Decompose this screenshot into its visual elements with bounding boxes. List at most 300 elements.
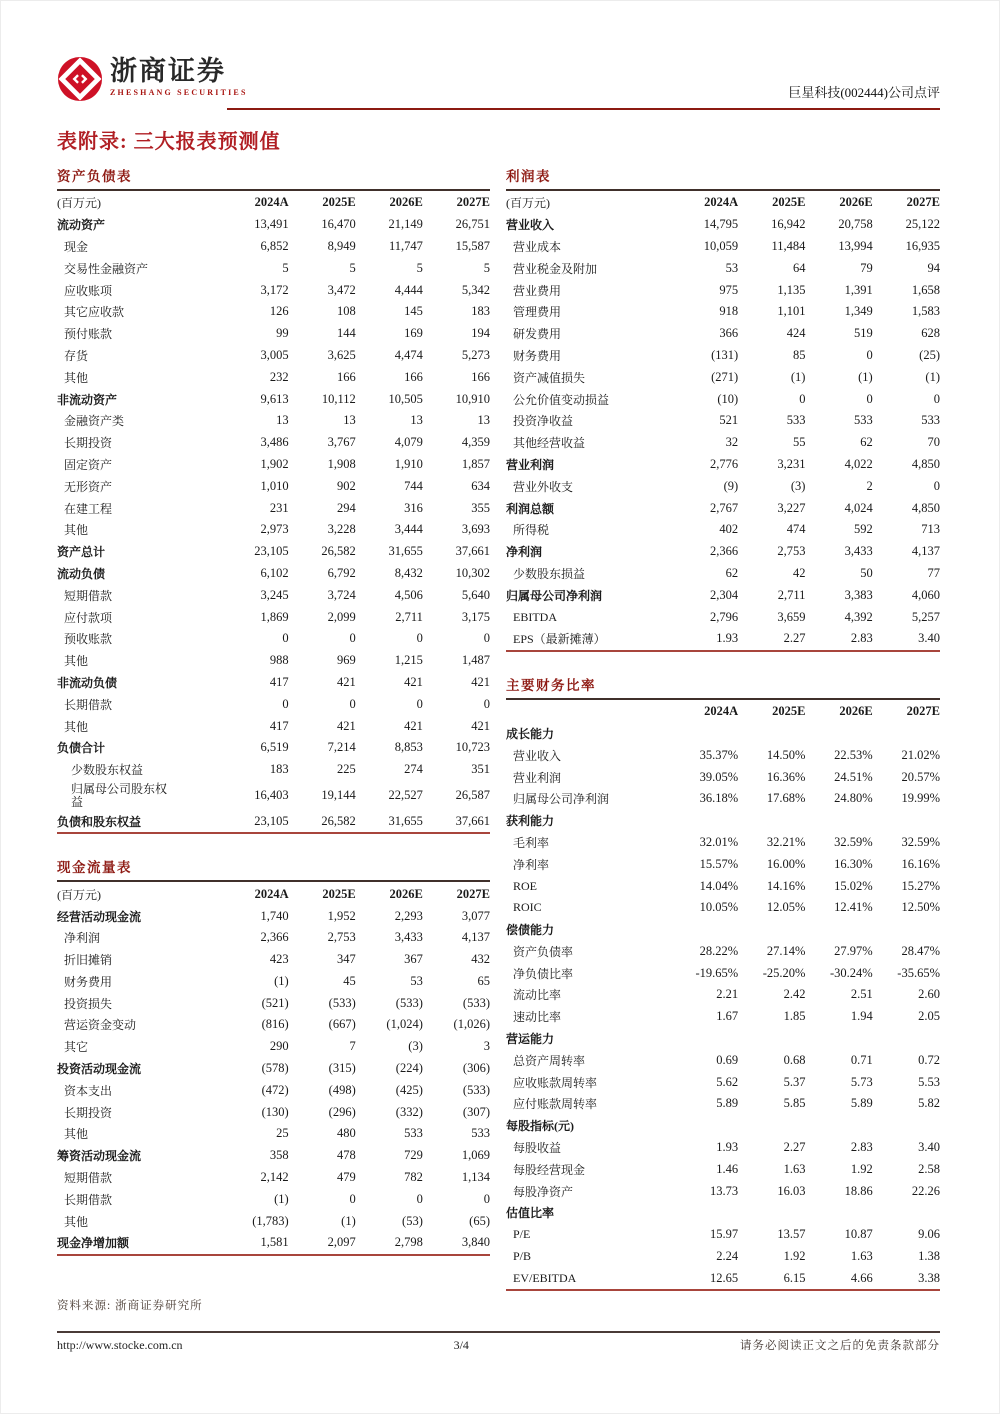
row-value: -35.65%: [897, 965, 940, 980]
row-label: 其他: [64, 1214, 89, 1229]
table-title: 利润表: [506, 165, 940, 191]
row-value: 26,582: [321, 544, 356, 559]
row-value: (1,026): [453, 1017, 490, 1032]
row-value: 1,349: [844, 304, 873, 319]
row-value: 70: [927, 435, 940, 450]
cash-flow-table: [57, 856, 490, 1256]
table-row: [57, 279, 490, 301]
table-row: [506, 1202, 940, 1224]
table-row: [506, 257, 940, 279]
table-row: [57, 1167, 490, 1189]
row-value: 975: [719, 282, 739, 297]
row-label: 财务费用: [513, 348, 562, 363]
table-row: [57, 345, 490, 367]
table-row: [57, 1058, 490, 1080]
row-label: 净利润: [64, 931, 101, 946]
row-value: 4,506: [394, 587, 423, 602]
row-value: 351: [471, 762, 490, 777]
row-value: 355: [471, 500, 490, 515]
table-row: [57, 1079, 490, 1101]
table-row: [506, 1267, 940, 1289]
row-value: 290: [269, 1039, 289, 1054]
row-value: 20.57%: [901, 769, 940, 784]
row-value: -30.24%: [830, 965, 873, 980]
unit-label: (百万元): [57, 887, 101, 902]
row-value: [738, 1115, 805, 1137]
row-value: [873, 1202, 940, 1224]
row-value: (1): [790, 369, 806, 384]
row-value: 1.93: [716, 631, 739, 646]
row-value: 2,366: [260, 930, 289, 945]
row-value: 3,724: [327, 587, 356, 602]
row-label: 每股净资产: [513, 1184, 574, 1199]
row-value: (578): [261, 1061, 289, 1076]
row-value: 2.60: [918, 987, 940, 1002]
row-value: 1,658: [911, 282, 940, 297]
row-value: 13: [276, 413, 289, 428]
table-row: [506, 919, 940, 941]
row-value: 918: [719, 304, 739, 319]
row-value: 32.59%: [834, 834, 873, 849]
row-value: 18.86: [844, 1183, 873, 1198]
row-value: 902: [337, 478, 356, 493]
row-label: 每股收益: [513, 1141, 562, 1156]
row-value: 13,994: [838, 238, 873, 253]
row-value: 0: [866, 347, 873, 362]
table-row: [57, 214, 490, 236]
year-column-header: 2027E: [456, 886, 490, 901]
row-value: 6,519: [260, 740, 289, 755]
table-row: [57, 1188, 490, 1210]
table-row: [506, 1006, 940, 1028]
row-value: 2,293: [394, 908, 423, 923]
row-label: P/B: [513, 1249, 532, 1264]
table-row: [57, 992, 490, 1014]
row-value: 232: [269, 369, 289, 384]
brand-logo: [57, 56, 248, 102]
row-value: 2.51: [850, 987, 873, 1002]
row-value: 13: [477, 413, 490, 428]
row-value: 25: [276, 1126, 289, 1141]
table-row: [506, 832, 940, 854]
row-label: 少数股东损益: [513, 566, 586, 581]
row-value: 79: [860, 260, 873, 275]
table-row: [506, 388, 940, 410]
row-value: 1,857: [461, 456, 490, 471]
table-row: [506, 628, 940, 650]
row-label: 其他: [64, 1127, 89, 1142]
table-row: [57, 715, 490, 737]
row-value: 11,484: [771, 238, 806, 253]
row-value: 0: [483, 696, 490, 711]
row-value: 417: [269, 674, 289, 689]
table-row: [506, 1071, 940, 1093]
row-label: 无形资产: [64, 479, 113, 494]
row-value: [738, 1028, 805, 1050]
row-value: 85: [792, 347, 806, 362]
row-value: 3,625: [327, 347, 356, 362]
row-value: 2.58: [918, 1161, 940, 1176]
row-value: (521): [261, 995, 289, 1010]
row-value: 3.38: [918, 1270, 940, 1285]
row-value: 5: [483, 260, 490, 275]
row-value: 0: [933, 391, 940, 406]
row-label: 其它: [64, 1040, 89, 1055]
row-value: 423: [269, 952, 289, 967]
row-value: 1.38: [918, 1249, 940, 1264]
row-label: P/E: [513, 1227, 531, 1242]
row-value: 45: [343, 973, 356, 988]
table-row: [506, 984, 940, 1006]
table-row: [57, 971, 490, 993]
row-value: 21.02%: [901, 747, 940, 762]
row-value: [873, 723, 940, 745]
year-column-header: 2025E: [322, 195, 356, 210]
row-value: (315): [328, 1061, 356, 1076]
row-value: 2,097: [327, 1235, 356, 1250]
row-value: 94: [927, 260, 940, 275]
row-value: 1,908: [327, 456, 356, 471]
row-label: 总资产周转率: [513, 1053, 586, 1068]
table-row: [506, 1246, 940, 1268]
table-row: [506, 279, 940, 301]
table-row: [57, 519, 490, 541]
row-label: 现金净增加额: [57, 1236, 130, 1251]
row-value: 2.42: [783, 987, 806, 1002]
left-column: [57, 165, 490, 1291]
row-value: 3,227: [777, 500, 806, 515]
row-value: 1,215: [394, 653, 423, 668]
disclaimer-text: 请务必阅读正文之后的免责条款部分: [740, 1340, 940, 1352]
table-row: [57, 432, 490, 454]
row-value: 11,747: [388, 238, 423, 253]
table-row: [506, 584, 940, 606]
row-value: 782: [404, 1170, 423, 1185]
row-value: 7,214: [327, 740, 356, 755]
row-value: (53): [402, 1213, 423, 1228]
row-label: 管理费用: [513, 305, 562, 320]
row-value: 28.22%: [699, 943, 739, 958]
row-value: 519: [853, 326, 873, 341]
row-value: 478: [337, 1148, 356, 1163]
row-value: 988: [269, 653, 289, 668]
row-value: 166: [471, 369, 490, 384]
row-value: 15.97: [710, 1227, 739, 1242]
row-value: 4,850: [911, 500, 940, 515]
row-value: 12.41%: [834, 900, 873, 915]
table-row: [57, 475, 490, 497]
row-value: 2,711: [777, 587, 806, 602]
row-value: 5.89: [716, 1096, 739, 1111]
page-footer: [57, 1337, 940, 1353]
table-row: [57, 323, 490, 345]
table-row: [57, 301, 490, 323]
year-column-header: 2027E: [906, 195, 940, 210]
table-row: [57, 650, 490, 672]
row-value: 1,902: [260, 456, 289, 471]
row-label: 流动负债: [57, 566, 106, 581]
brand-text: [110, 56, 248, 97]
table-row: [506, 214, 940, 236]
row-value: 1.85: [783, 1009, 806, 1024]
row-value: 10,112: [321, 391, 356, 406]
row-value: (296): [328, 1104, 356, 1119]
row-value: [738, 723, 805, 745]
row-value: 4,137: [461, 930, 490, 945]
row-value: 10,723: [455, 740, 490, 755]
table-row: [57, 236, 490, 258]
financial-table: [506, 192, 940, 650]
row-value: (332): [395, 1104, 423, 1119]
row-value: 1,010: [260, 478, 289, 493]
row-value: 108: [337, 304, 356, 319]
row-value: 0: [282, 631, 289, 646]
table-row: [506, 410, 940, 432]
table-row: [506, 454, 940, 476]
row-value: 4,850: [911, 456, 940, 471]
row-value: 5.53: [918, 1074, 940, 1089]
row-label: EV/EBITDA: [513, 1270, 577, 1285]
row-label: 固定资产: [64, 457, 113, 472]
row-value: 2.21: [716, 987, 739, 1002]
row-value: 53: [725, 260, 739, 275]
row-value: 28.47%: [901, 943, 940, 958]
row-value: 14.04%: [699, 878, 739, 893]
row-value: -19.65%: [695, 965, 739, 980]
table-row: [506, 1115, 940, 1137]
row-value: (533): [462, 1082, 490, 1097]
row-value: 50: [860, 565, 873, 580]
row-value: (224): [395, 1061, 423, 1076]
row-value: 62: [725, 565, 739, 580]
row-value: 0: [933, 478, 940, 493]
row-value: 4,079: [394, 435, 423, 450]
row-value: (1,024): [386, 1017, 423, 1032]
row-label: 其他: [64, 654, 89, 669]
row-value: 19,144: [321, 788, 356, 803]
tables-layout: [57, 165, 940, 1291]
row-value: 421: [471, 674, 490, 689]
row-value: 37,661: [455, 544, 490, 559]
row-value: 0: [282, 696, 289, 711]
table-row: [57, 388, 490, 410]
year-column-header: 2027E: [906, 704, 940, 719]
row-value: 316: [404, 500, 423, 515]
row-value: 2.24: [716, 1249, 739, 1264]
row-label: 流动资产: [57, 218, 106, 233]
row-label: 投资损失: [64, 996, 113, 1011]
row-value: 969: [337, 653, 356, 668]
row-value: 13.57: [777, 1227, 806, 1242]
table-row: [506, 323, 940, 345]
row-value: 0: [349, 1191, 356, 1206]
row-value: 27.14%: [766, 943, 806, 958]
row-value: 166: [404, 369, 423, 384]
row-label: 交易性金融资产: [64, 261, 149, 276]
row-value: 16,403: [254, 788, 289, 803]
row-value: 1,391: [844, 282, 873, 297]
header-divider: [227, 108, 940, 110]
row-value: (533): [395, 995, 423, 1010]
row-label: 营业收入: [506, 218, 555, 233]
row-value: 2,776: [710, 456, 739, 471]
table-header-row: [57, 883, 490, 905]
row-value: (498): [328, 1082, 356, 1097]
row-value: 1,869: [260, 609, 289, 624]
row-value: 4,359: [461, 435, 490, 450]
year-column-header: 2024A: [704, 704, 739, 719]
row-value: 1.46: [716, 1161, 739, 1176]
row-label: 其他经营收益: [513, 436, 586, 451]
row-value: (533): [462, 995, 490, 1010]
row-value: (271): [711, 369, 739, 384]
table-row: [57, 606, 490, 628]
row-label: 每股指标(元): [506, 1119, 574, 1134]
row-value: 592: [853, 522, 873, 537]
row-value: 13: [410, 413, 423, 428]
table-row: [506, 1158, 940, 1180]
financial-table: [506, 701, 940, 1290]
row-value: 9,613: [260, 391, 289, 406]
row-value: 744: [404, 478, 423, 493]
row-value: 14,795: [703, 217, 739, 232]
row-label: 负债合计: [57, 741, 106, 756]
table-row: [506, 1049, 940, 1071]
table-row: [57, 693, 490, 715]
row-value: 1.93: [716, 1140, 739, 1155]
row-value: 3,472: [327, 282, 356, 297]
table-row: [57, 541, 490, 563]
row-value: 2,142: [260, 1170, 289, 1185]
row-value: (667): [328, 1017, 356, 1032]
row-value: [738, 919, 805, 941]
row-value: 358: [269, 1148, 289, 1163]
row-value: 3,693: [461, 522, 490, 537]
row-label: 资产减值损失: [513, 370, 586, 385]
row-label: 长期借款: [64, 697, 113, 712]
row-value: 126: [269, 304, 289, 319]
table-row: [506, 606, 940, 628]
row-value: 4,022: [844, 456, 873, 471]
row-value: 3.40: [918, 1140, 940, 1155]
row-value: -25.20%: [762, 965, 806, 980]
row-value: 3,175: [461, 609, 490, 624]
row-value: 2.83: [850, 631, 873, 646]
unit-label: (百万元): [506, 196, 550, 211]
table-row: [506, 541, 940, 563]
row-label: 应付账款周转率: [513, 1097, 598, 1112]
table-row: [57, 672, 490, 694]
row-value: [671, 1028, 738, 1050]
row-value: (131): [711, 347, 739, 362]
table-row: [57, 1101, 490, 1123]
row-value: 3,486: [260, 435, 289, 450]
row-value: 2,767: [710, 500, 739, 515]
table-row: [57, 737, 490, 759]
year-column-header: 2024A: [254, 886, 289, 901]
row-value: 628: [921, 326, 940, 341]
table-row: [506, 766, 940, 788]
year-column-header: 2025E: [322, 886, 356, 901]
row-label: 现金: [64, 239, 89, 254]
row-label: 筹资活动现金流: [57, 1149, 142, 1164]
row-value: 26,582: [321, 813, 356, 828]
row-value: 402: [719, 522, 739, 537]
row-value: 5.37: [783, 1074, 806, 1089]
row-value: 634: [471, 478, 490, 493]
table-row: [506, 1093, 940, 1115]
row-label: 经营活动现金流: [57, 909, 142, 924]
row-label: 在建工程: [64, 501, 113, 516]
page-number: 3/4: [453, 1338, 469, 1352]
row-label: 速动比率: [513, 1010, 562, 1025]
row-value: 65: [477, 973, 490, 988]
table-header-row: [506, 192, 940, 214]
financial-ratios-table: [506, 674, 940, 1292]
row-label: 长期投资: [64, 436, 113, 451]
row-value: 0.72: [918, 1052, 940, 1067]
table-row: [506, 788, 940, 810]
row-value: [671, 810, 738, 832]
row-value: 16,942: [771, 217, 806, 232]
table-row: [57, 454, 490, 476]
row-value: 22,527: [388, 788, 423, 803]
row-value: 421: [337, 718, 356, 733]
row-value: 194: [471, 326, 490, 341]
row-value: (130): [261, 1104, 289, 1119]
row-value: 26,751: [455, 217, 490, 232]
row-value: 13.73: [710, 1183, 739, 1198]
row-value: 10,302: [455, 565, 490, 580]
row-label: 应付款项: [64, 610, 113, 625]
table-row: [57, 1145, 490, 1167]
table-row: [506, 810, 940, 832]
row-value: [873, 810, 940, 832]
row-value: 1,952: [327, 908, 356, 923]
row-value: 15.57%: [699, 856, 739, 871]
row-value: 5: [349, 260, 356, 275]
table-row: [506, 723, 940, 745]
row-value: 16.30%: [834, 856, 873, 871]
row-value: 2,099: [327, 609, 356, 624]
row-value: [873, 919, 940, 941]
table-title: 现金流量表: [57, 856, 490, 882]
row-value: 417: [269, 718, 289, 733]
row-value: 8,853: [394, 740, 423, 755]
table-row: [506, 366, 940, 388]
year-column-header: 2026E: [389, 886, 423, 901]
row-value: 533: [471, 1126, 490, 1141]
row-value: 53: [410, 973, 423, 988]
row-value: 1.94: [850, 1009, 873, 1024]
row-value: 729: [404, 1148, 423, 1163]
row-value: 13,491: [254, 217, 289, 232]
table-header-row: [506, 701, 940, 723]
row-value: 145: [404, 304, 423, 319]
table-row: [506, 345, 940, 367]
row-label: ROIC: [513, 900, 542, 915]
row-value: 4,392: [844, 609, 873, 624]
row-value: 15,587: [455, 238, 490, 253]
table-row: [506, 1180, 940, 1202]
row-value: 274: [404, 762, 423, 777]
row-value: 3,383: [844, 587, 873, 602]
row-label: 估值比率: [506, 1206, 555, 1221]
row-value: 521: [719, 413, 739, 428]
row-label: 应收账项: [64, 283, 113, 298]
row-value: 183: [269, 762, 289, 777]
row-value: 5.89: [850, 1096, 873, 1111]
